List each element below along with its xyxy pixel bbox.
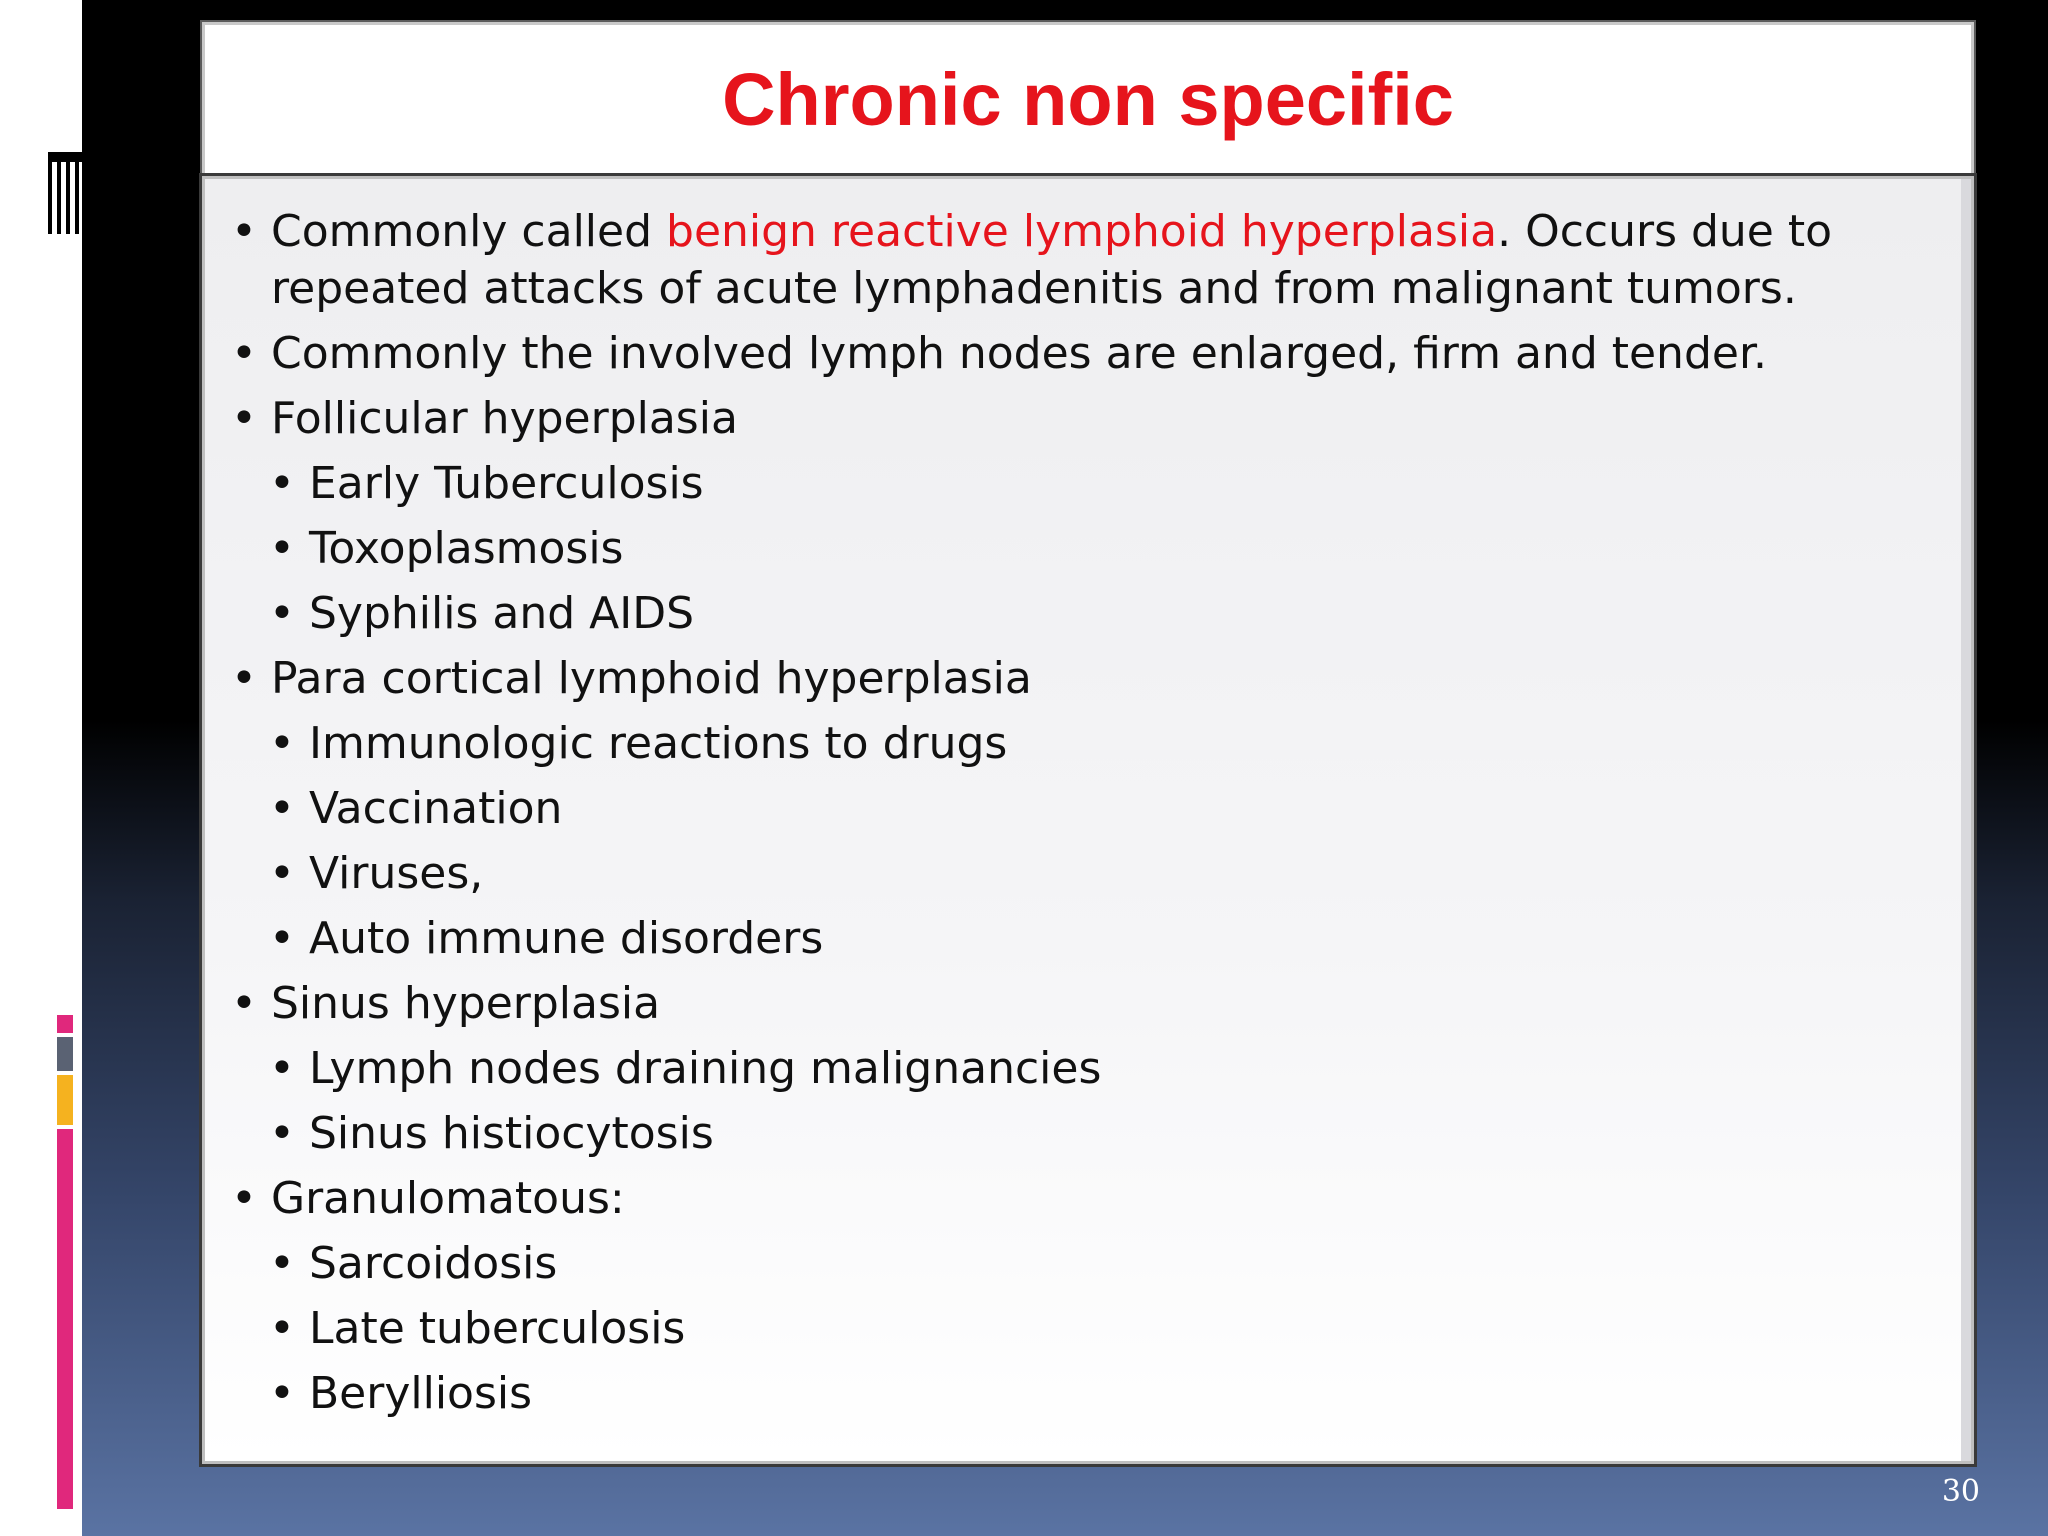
bullet-text-continued: . Occurs due to repeated attacks of acute lymphadenitis and from malignant tumors. (271, 206, 1833, 314)
sub-bullet-item: • Early Tuberculosis (269, 455, 1931, 512)
sub-bullet-item: • Vaccination (269, 780, 1931, 837)
sub-bullet-item: • Syphilis and AIDS (269, 585, 1931, 642)
bullet-highlight: benign reactive lymphoid hyperplasia (666, 206, 1498, 257)
content-box (202, 176, 1974, 1464)
sub-bullet-item: • Toxoplasmosis (269, 520, 1931, 577)
sub-bullet-item: • Auto immune disorders (269, 910, 1931, 967)
decorative-bar-pink-bottom (57, 1129, 73, 1509)
sub-bullet-item: • Lymph nodes draining malignancies (269, 1040, 1931, 1097)
decorative-bar-pink-top (57, 1015, 73, 1033)
bullet-item: • Granulomatous: (231, 1170, 1931, 1227)
bullet-list (231, 203, 1931, 1430)
bullet-item: • Sinus hyperplasia (231, 975, 1931, 1032)
slide-title: Chronic non specific (722, 57, 1454, 141)
sub-bullet-item: • Viruses, (269, 845, 1931, 902)
sub-bullet-item: • Sinus histiocytosis (269, 1105, 1931, 1162)
decorative-stripes (48, 152, 82, 234)
bullet-item: • Para cortical lymphoid hyperplasia (231, 650, 1931, 707)
slide-number: 30 (1941, 1474, 1980, 1509)
sub-bullet-item: • Sarcoidosis (269, 1235, 1931, 1292)
bullet-item (231, 203, 1931, 317)
title-box (202, 22, 1974, 176)
decorative-bar-gray (57, 1037, 73, 1071)
decorative-bar-orange (57, 1075, 73, 1125)
sub-bullet-item: • Late tuberculosis (269, 1300, 1931, 1357)
sub-bullet-item: • Immunologic reactions to drugs (269, 715, 1931, 772)
sub-bullet-item: • Berylliosis (269, 1365, 1931, 1422)
bullet-text: Commonly called (271, 206, 667, 257)
bullet-item: • Follicular hyperplasia (231, 390, 1931, 447)
bullet-item: • Commonly the involved lymph nodes are enlarged, firm and tender. (231, 325, 1931, 382)
